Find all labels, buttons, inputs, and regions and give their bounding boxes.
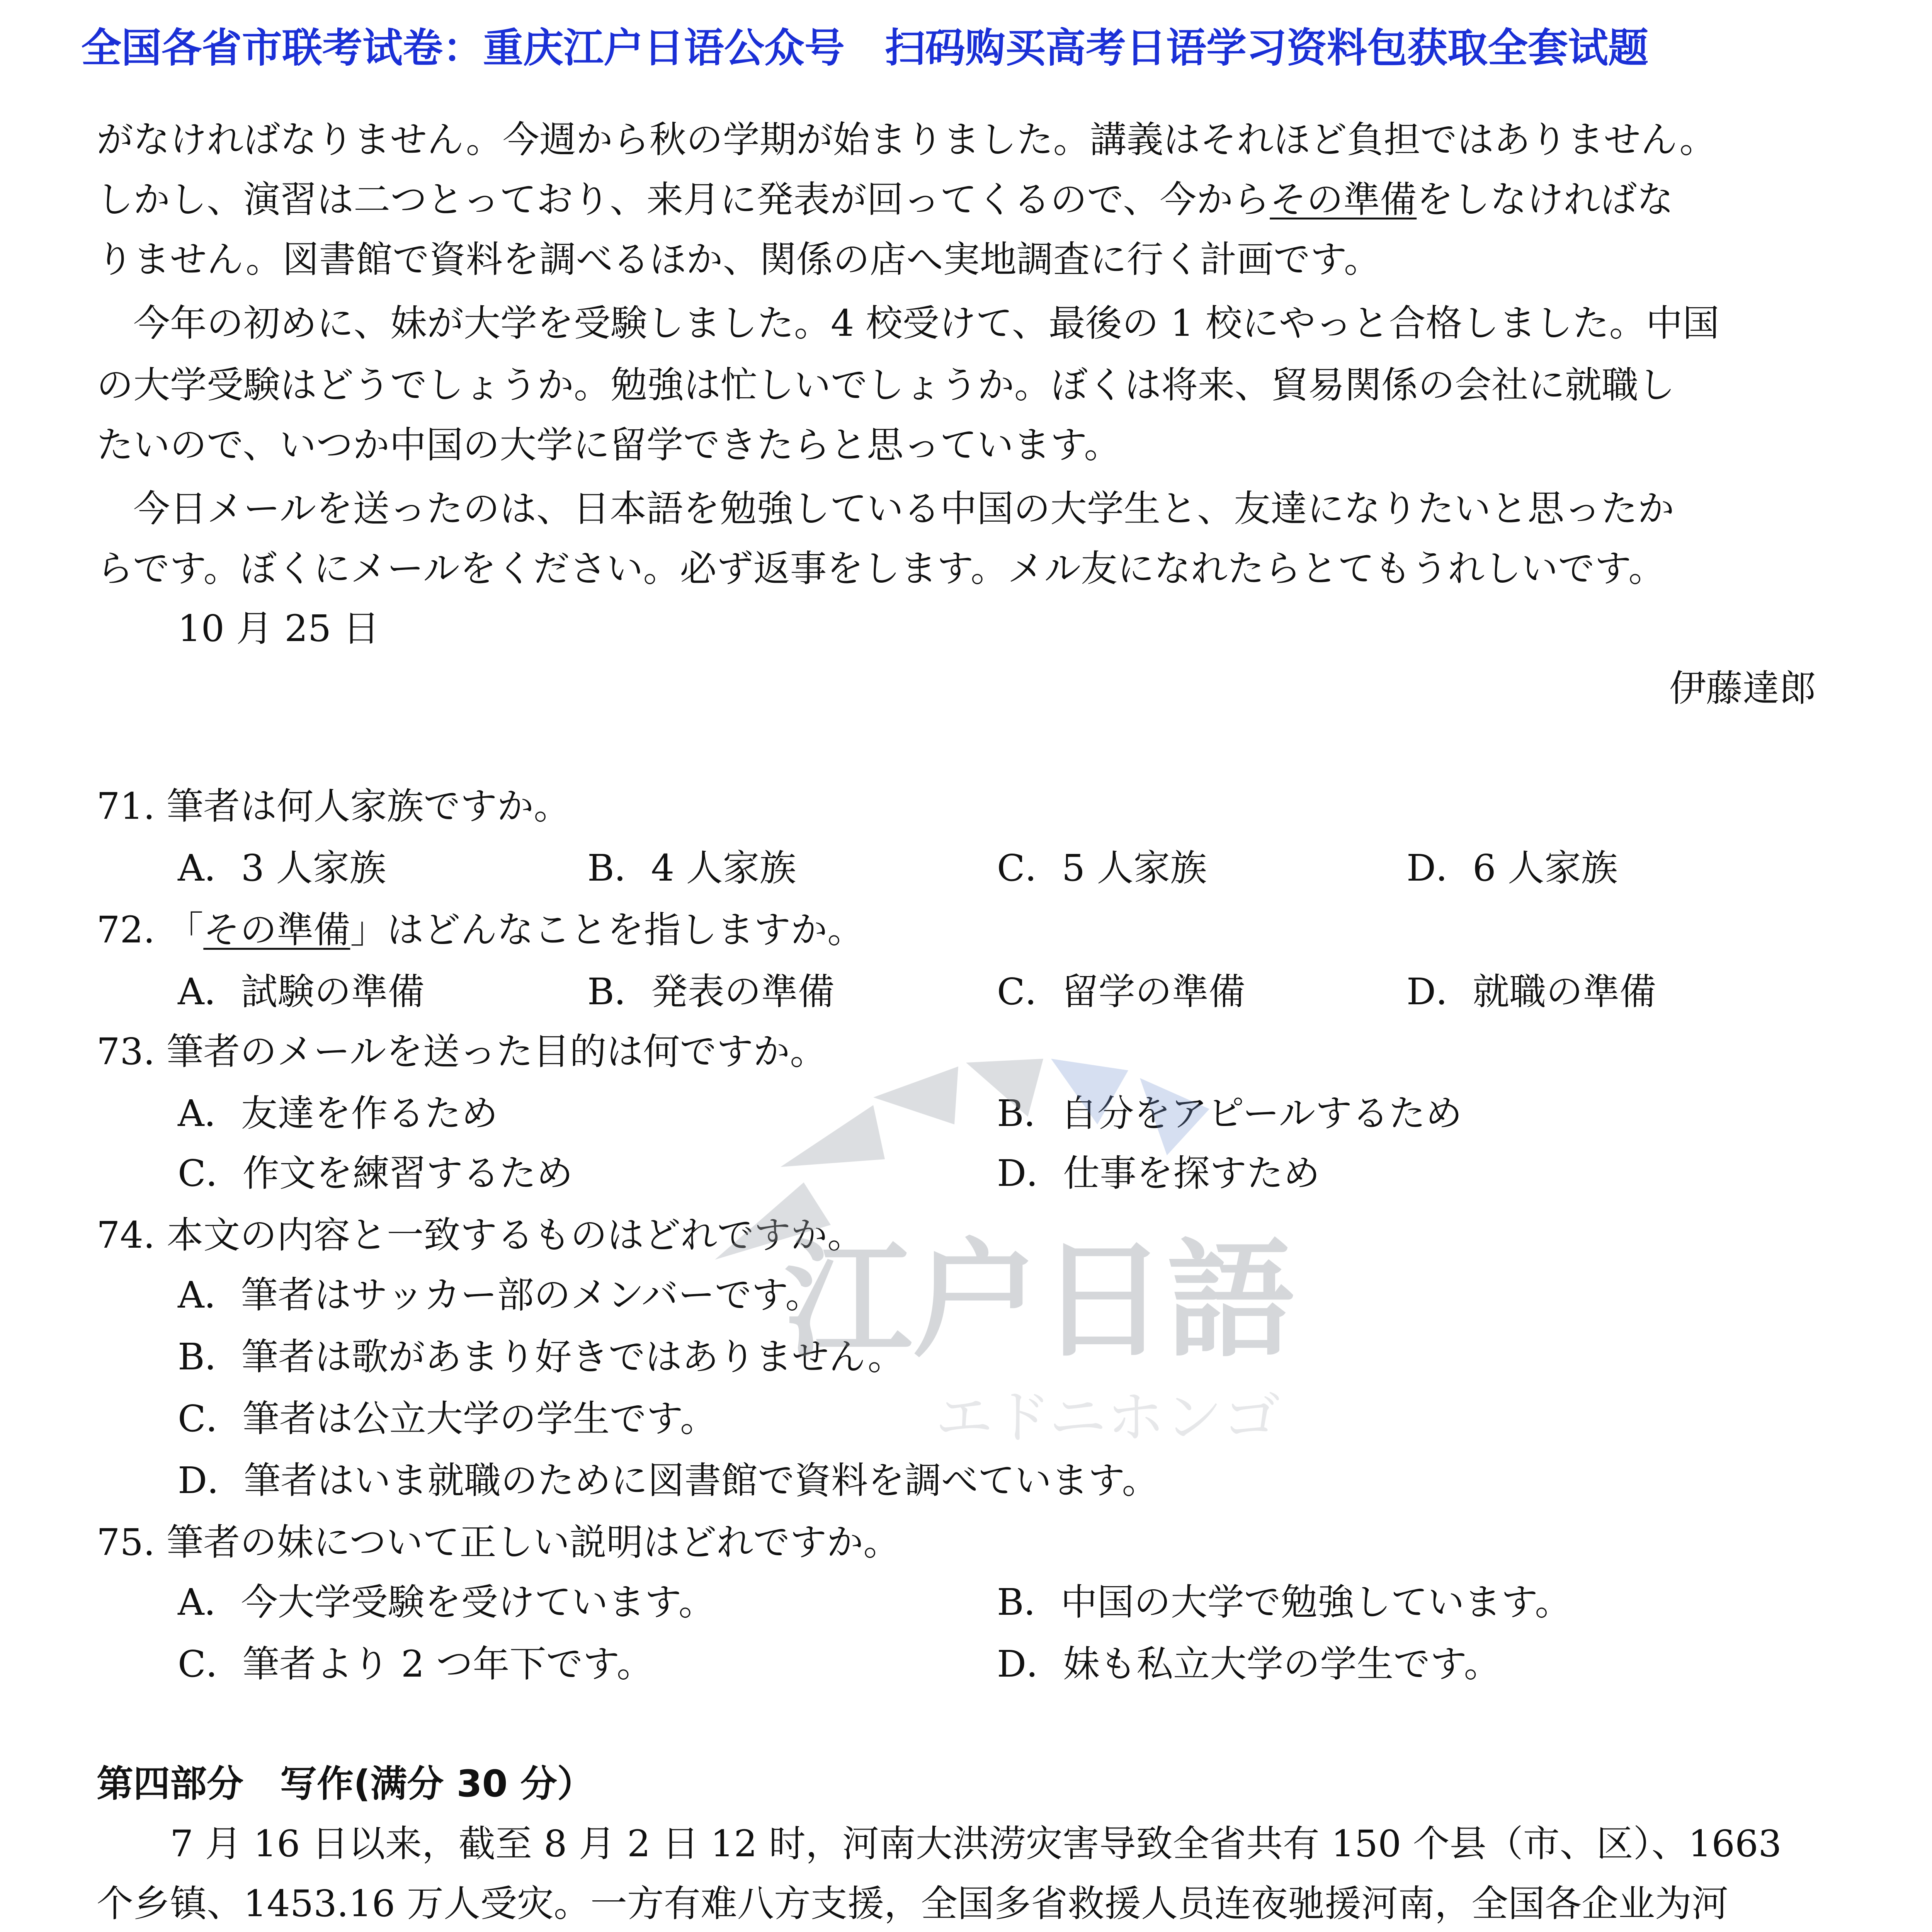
question-71-option-a: A．3 人家族: [178, 847, 386, 889]
question-74-option-c: C．筆者は公立大学の学生です。: [178, 1398, 717, 1440]
question-71-option-d: D．6 人家族: [1406, 847, 1618, 889]
letter-p1-line3: りません。図書館で資料を調べるほか、関係の店へ実地調査に行く計画です。: [97, 238, 1381, 281]
question-72-underlined: その準備: [203, 909, 350, 951]
letter-p3-line2: らです。ぼくにメールをください。必ず返事をします。メル友になれたらとてもうれしいです。: [97, 548, 1665, 590]
letter-date: 10 月 25 日: [178, 607, 380, 650]
question-72-option-b: B．発表の準備: [587, 971, 835, 1013]
watermark-kana-text: エドニホンゴ: [935, 1384, 1281, 1451]
watermark-logo-text: 江户日語: [784, 1226, 1294, 1375]
question-74-option-d: D．筆者はいま就職のために図書館で資料を調べています。: [178, 1459, 1159, 1502]
question-71-option-c: C．5 人家族: [997, 847, 1207, 889]
letter-p2-line2: の大学受験はどうでしょうか。勉強は忙しいでしょうか。ぼくは将来、貿易関係の会社に就職し: [97, 364, 1675, 406]
question-75-option-c: C．筆者より 2 つ年下です。: [178, 1643, 653, 1685]
question-72-option-d: D．就職の準備: [1406, 971, 1656, 1013]
question-74-option-b: B．筆者は歌があまり好きではありません。: [178, 1336, 905, 1378]
page-header-banner: 全国各省市联考试卷：重庆江户日语公众号 扫码购买高考日语学习资料包获取全套试题: [81, 24, 1649, 71]
question-71-option-b: B．4 人家族: [587, 847, 796, 889]
question-75-option-a: A．今大学受験を受けています。: [178, 1581, 716, 1624]
question-73-option-c: C．作文を練習するため: [178, 1152, 573, 1195]
question-73-option-d: D．仕事を探すため: [997, 1152, 1320, 1195]
letter-p2-line1: 今年の初めに、妹が大学を受験しました。4 校受けて、最後の 1 校にやっと合格しました。中国: [133, 302, 1719, 345]
question-75-stem: 75. 筆者の妹について正しい説明はどれですか。: [97, 1521, 900, 1564]
writing-section-title: 第四部分 写作(满分 30 分）: [97, 1763, 594, 1805]
question-74-stem: 74. 本文の内容と一致するものはどれですか。: [97, 1214, 864, 1257]
question-71-stem: 71. 筆者は何人家族ですか。: [97, 785, 571, 828]
question-75-option-b: B．中国の大学で勉強しています。: [997, 1581, 1572, 1624]
question-72-option-c: C．留学の準備: [997, 971, 1245, 1013]
letter-p3-line1: 今日メールを送ったのは、日本語を勉強している中国の大学生と、友達になりたいと思ったか: [133, 488, 1675, 530]
question-72-option-a: A．試験の準備: [178, 971, 425, 1013]
question-73-stem: 73. 筆者のメールを送った目的は何ですか。: [97, 1031, 827, 1073]
writing-prompt-line2: 个乡镇、1453.16 万人受灾。一方有难八方支援，全国多省救援人员连夜驰援河南，全国各企业为河: [97, 1883, 1729, 1925]
underlined-phrase: その準備: [1270, 179, 1417, 221]
question-73-option-b: B．自分をアピールするため: [997, 1092, 1463, 1135]
question-72-stem: 72. 「その準備」はどんなことを指しますか。: [97, 909, 864, 951]
letter-p1-line1: がなければなりません。今週から秋の学期が始まりました。講義はそれほど負担ではありません。: [97, 119, 1716, 161]
letter-p1-line2: しかし、演習は二つとっており、来月に発表が回ってくるので、今からその準備をしなければな: [97, 179, 1674, 221]
letter-p2-line3: たいので、いつか中国の大学に留学できたらと思っています。: [97, 424, 1121, 466]
writing-prompt-line1: 7 月 16 日以来，截至 8 月 2 日 12 时，河南大洪涝灾害导致全省共有 150 个县（市、区）、1663: [170, 1823, 1782, 1865]
question-73-option-a: A．友達を作るため: [178, 1092, 498, 1135]
question-75-option-d: D．妹も私立大学の学生です。: [997, 1643, 1501, 1685]
question-74-option-a: A．筆者はサッカー部のメンバーです。: [178, 1274, 822, 1316]
letter-signature: 伊藤達郎: [1669, 667, 1816, 710]
